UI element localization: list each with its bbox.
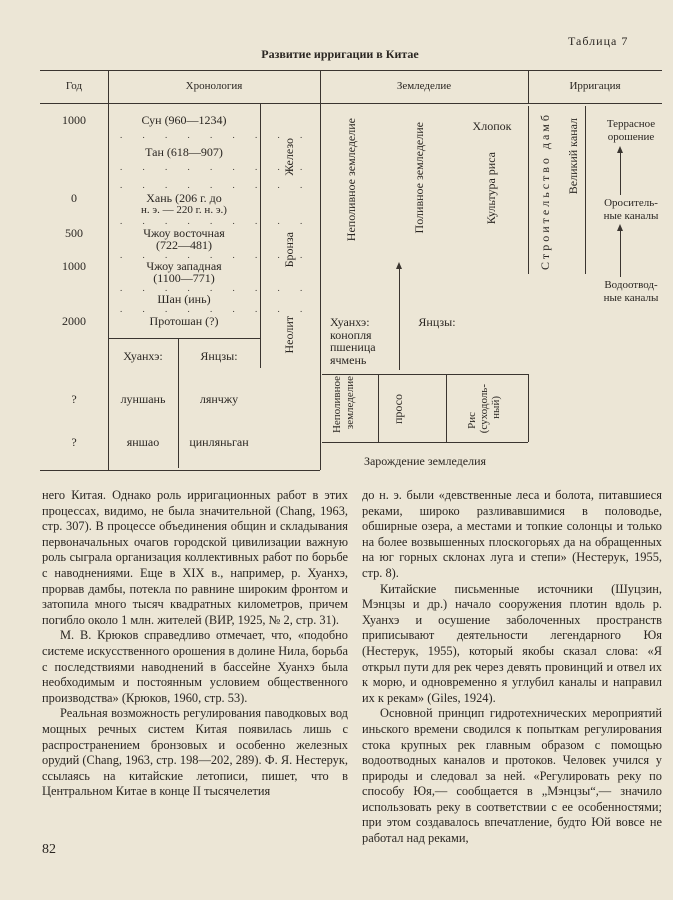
irrig-irrig-canals-line1: Ороситель- <box>604 197 658 209</box>
agri-non-irrigated-2a: Неполивное <box>331 376 343 434</box>
table-title: Развитие ирригации в Китае <box>261 47 419 61</box>
region-yangtze: Янцзы: <box>200 349 238 363</box>
year-label: 1000 <box>62 259 86 273</box>
dotted-separator: . . . . . . . . . <box>120 162 312 172</box>
arrow-line <box>399 268 400 370</box>
dynasty-zhou-east-dates: (722—481) <box>156 238 212 252</box>
irrig-terrace-line1: Террасное <box>606 118 656 130</box>
dynasty-tan: Тан (618—907) <box>145 145 223 159</box>
paragraph: Реальная возможность регулирования паводковых вод мощных речных систем Китая появилась лишь с распространением бронзовых и особенно железных орудий (Chang, 1963, стр. 198—202, 289). Ф. Я. Нестерук, ссылаясь на китайские летописи, пишет, что в Центральном Китае в конце II тысячелетия <box>42 706 348 799</box>
agri-huanghe-label: Хуанхэ: <box>330 315 370 329</box>
irrig-dams: Строительство дамб <box>538 112 552 270</box>
year-label: ? <box>71 392 77 406</box>
dotted-separator: . . . . . . . . . <box>120 283 312 293</box>
dotted-separator: . . . . . . . . . <box>120 304 312 314</box>
dotted-separator: . . . . . . . . . <box>120 216 312 226</box>
agri-irrigated: Поливное земледелие <box>412 122 426 234</box>
irrig-drain-canals-line1: Водоотвод- <box>604 279 658 291</box>
agri-rice-1: Рис <box>466 412 478 429</box>
agri-proso: просо <box>391 394 405 425</box>
agri-rice-culture: Культура риса <box>484 152 498 225</box>
culture-yanshao: яншао <box>126 435 160 449</box>
arrow-up-icon <box>617 146 623 153</box>
metal-iron: Железо <box>282 138 296 176</box>
year-label: 500 <box>65 226 83 240</box>
agri-non-irrigated-2b: земледелие <box>344 376 356 430</box>
irrig-drain-canals <box>596 279 666 305</box>
irrig-terrace-line2: орошение <box>607 131 655 143</box>
irrig-grand-canal: Великий канал <box>566 118 580 195</box>
culture-lyanchzhu: лянчжу <box>199 392 239 406</box>
year-label: 2000 <box>62 314 86 328</box>
agri-non-irrigated: Неполивное земледелие <box>344 118 358 242</box>
dynasty-sun: Сун (960—1234) <box>141 113 227 127</box>
column-header-year: Год <box>65 80 83 92</box>
irrig-terrace <box>596 118 666 144</box>
agri-crop-barley: ячмень <box>330 352 367 367</box>
metal-neolithic: Неолит <box>282 316 296 354</box>
dynasty-zhou-west: Чжоу западная <box>146 259 222 273</box>
paragraph: М. В. Крюков справедливо отмечает, что, «подобно системе искусственного орошения в долине Нила, борьба с последствиями наводнений в бассейне Хуанхэ была необходимым и постоянным условием общественного производства» (Крюков, 1960, стр. 53). <box>42 628 348 705</box>
arrow-line <box>620 153 621 195</box>
paragraph: Китайские письменные источники (Шуцзин, Мэнцзы и др.) начало сооружения плотин вдоль р. Хуанхэ и осушение заболоченных пространств приписывают деятельности легендарного Юя (Нестерук, 1955), который якобы сказал слова: «Я открыл пути для рек через девять провинций и отвел их к морю, и одновременно я углубил каналы и направил их к рекам» (Giles, 1924). <box>362 581 662 705</box>
agri-cotton: Хлопок <box>472 119 512 133</box>
dotted-separator: . . . . . . . . . <box>120 180 312 190</box>
agri-crop-hemp: конопля <box>330 327 372 342</box>
column-header-chronology: Хронология <box>185 80 243 92</box>
dynasty-protoshang: Протошан (?) <box>149 314 219 328</box>
dynasty-shang: Шан (инь) <box>157 292 211 306</box>
region-huanghe: Хуанхэ: <box>123 349 163 363</box>
agri-rice-3: ный) <box>490 396 502 419</box>
irrig-irrig-canals-line2: ные каналы <box>603 210 659 222</box>
culture-lunshan: луншань <box>120 392 166 406</box>
agri-origin: Зарождение земледелия <box>363 454 487 468</box>
agri-crop-wheat: пшеница <box>330 340 376 354</box>
year-label: 0 <box>71 191 77 205</box>
table-number: Таблица 7 <box>568 34 629 48</box>
agri-huanghe-crops <box>330 316 390 366</box>
irrig-drain-canals-line2: ные каналы <box>603 292 659 304</box>
dotted-separator: . . . . . . . . . <box>120 130 312 140</box>
dynasty-zhou-east: Чжоу восточная <box>143 226 225 240</box>
culture-tsinlyangan: цинляньган <box>189 435 249 449</box>
irrig-irrig-canals <box>596 197 666 223</box>
dotted-separator: . . . . . . . . . <box>120 250 312 260</box>
dynasty-han: Хань (206 г. до <box>146 191 222 205</box>
arrow-line <box>620 231 621 277</box>
paragraph: до н. э. были «девственные леса и болота, питавшиеся реками, широко разливавшимися в половодье, обширные озера, а местами и топкие солонцы и только на более возвышенных плоскогорьях да на обращенных на юг горных склонах луга и степи» (Нестерук, 1955, стр. 8). <box>362 488 662 580</box>
year-label: 1000 <box>62 113 86 127</box>
column-header-agriculture: Земледелие <box>396 80 452 92</box>
year-label: ? <box>71 435 77 449</box>
metal-bronze: Бронза <box>282 232 296 268</box>
paragraph: Основной принцип гидротехнических мероприятий иньского времени сводился к попыткам регулирования стока крупных рек главным образом с помощью водоотводных каналов и протоков. Человек учился у природы и следовал за ней. «Регулировать реку по способу Юя,— сообщается в „Мэнцзы“,— значило использовать реку в соответствии с ее особенностями; при этом создавалось впечатление, будто Юй вовсе не работал над реками, <box>362 706 662 846</box>
agri-rice-2: (суходоль- <box>478 384 490 434</box>
text-column-left <box>42 488 348 800</box>
dynasty-zhou-west-dates: (1100—771) <box>153 271 215 285</box>
page-number: 82 <box>42 842 56 857</box>
agri-yangtze-label: Янцзы: <box>418 315 456 329</box>
dynasty-han-dates: н. э. — 220 г. н. э.) <box>141 204 227 216</box>
paragraph: него Китая. Однако роль ирригационных работ в этих процессах, видимо, не была значительной (Chang, 1963, стр. 307). В процессе объединения общин и складывания первоначальных очагов городской цивилизации важную роль сыграла организация коллективных работ по борьбе с наводнениями. Еще в XIX в., например, р. Хуанхэ, прорвав дамбы, потекла по равнине широким фронтом и затопила много тысяч квадратных километров, причем погибло около 1 млн. жителей (ВИР, 1925, № 2, стр. 31). <box>42 488 348 627</box>
text-column-right <box>362 488 662 847</box>
arrow-up-icon <box>617 224 623 231</box>
column-header-irrigation: Ирригация <box>569 80 621 92</box>
